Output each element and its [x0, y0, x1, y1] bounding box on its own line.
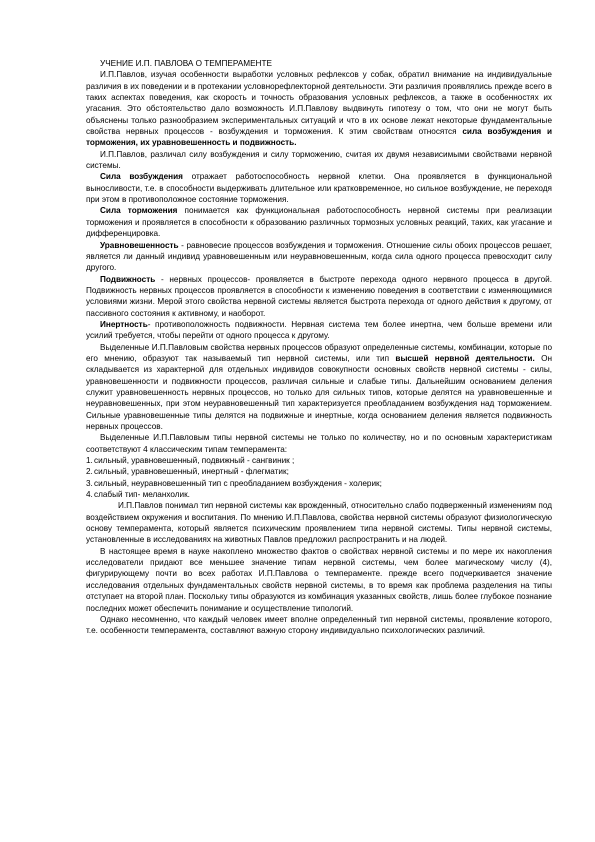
- list-item: [86, 455, 552, 466]
- paragraph-strength-excitation: [86, 171, 552, 205]
- list-item: [86, 489, 552, 500]
- term-strength-excitation: Сила возбуждения: [100, 172, 183, 182]
- term-balance: Уравновешенность: [100, 240, 179, 250]
- term-inertia: Инертность: [100, 319, 148, 329]
- paragraph-12: Однако несомненно, что каждый человек имеет вполне определенный тип нервной системы, проявление которого, т.е. особенности темперамента, составляют важную сторону индивидуально психологических различий.: [86, 614, 552, 636]
- paragraph-2: И.П.Павлов, различал силу возбуждения и силу торможению, считая их двумя независимыми свойствами нервной системы.: [86, 149, 552, 171]
- paragraph-inertia: [86, 319, 552, 342]
- paragraph-6-text: - нервных процессов- проявляется в быстроте перехода одного нервного процесса в другой. Подвижность нервных процессов проявляется в способности к изменению поведения в соответствии с изменяющимися условиями жизни. Мерой этого свойства нервной системы является быстрота перехода от одного действия к другому, от пассивного состояния к активному, и наоборот.: [86, 274, 552, 318]
- paragraph-3-text: отражает работоспособность нервной клетки. Она проявляется в функциональной выносливости, т.е. в способности выдерживать длительное или кратковременное, но сильное возбуждение, не переходя при этом в противоположное состояние торможения.: [86, 172, 553, 205]
- list-item-number: 1.: [86, 456, 93, 466]
- paragraph-1-text: И.П.Павлов, изучая особенности выработки условных рефлексов у собак, обратил внимание на индивидуальные различия в их поведении и в протекании условнорефлекторной деятельности. Эти различия проявлялись прежде всего в таких аспектах поведения, как скорость и точность образования условных рефлексов, а также в особенностях их угасания. Это обстоятельство дало возможность И.П.Павлову выдвинуть гипотезу о том, что они не могут быть объяснены только разнообразием экспериментальных ситуаций и что в их основе лежат некоторые фундаментальные свойства нервных процессов - возбуждения и торможения. К этим свойствам относятся: [86, 70, 552, 137]
- paragraph-mobility: [86, 274, 552, 319]
- paragraph-10: И.П.Павлов понимал тип нервной системы как врожденный, относительно слабо подверженный изменениям под воздействием окружения и воспитания. По мнению И.П.Павлова, свойства нервной системы образуют физиологическую основу темперамента, который является психическим проявлением типа нервной системы. Типы нервной системы, установленные в исследованиях на животных Павлов предложил распространить и на людей.: [86, 501, 552, 545]
- paragraph-8-text-1: Выделенные И.П.Павловым свойства нервных процессов образуют определенные системы, комбинации, которые по его мнению, образуют так называемый тип нервной системы, или тип: [86, 342, 552, 363]
- list-item-text: сильный, уравновешенный, инертный - флегматик;: [94, 467, 289, 477]
- term-strength-inhibition: Сила торможения: [100, 206, 178, 216]
- paragraph-balance: [86, 240, 552, 274]
- list-item-text: слабый тип- меланхолик.: [94, 490, 190, 500]
- paragraph-strength-inhibition: [86, 205, 552, 239]
- term-mobility: Подвижность: [100, 274, 156, 284]
- paragraph-4-text: понимается как функциональная работоспособность нервной системы при реализации торможения и проявляется в способности к образованию различных тормозных условных реакций, таких, как угасание и дифференцировка.: [86, 206, 552, 239]
- paragraph-1-bold: сила возбуждения и торможения, их уравновешенность и подвижность.: [86, 127, 552, 148]
- term-higher-nervous-activity: высшей нервной деятельности.: [395, 353, 535, 363]
- paragraph-5-text: - равновесие процессов возбуждения и торможения. Отношение силы обоих процессов решает, является ли данный индивид уравновешенным или неуравновешенным, когда сила одного процесса превосходит силу другого.: [86, 240, 552, 273]
- list-item-number: 3.: [86, 478, 93, 488]
- paragraph-9: Выделенные И.П.Павловым типы нервной системы не только по количеству, но и по основным характеристикам соответствуют 4 классическим типам темперамента:: [86, 433, 552, 454]
- list-item-number: 2.: [86, 467, 93, 477]
- temperament-types-list: [86, 455, 552, 500]
- list-item-number: 4.: [86, 490, 93, 500]
- document-body: [86, 58, 552, 637]
- paragraph-1: [86, 69, 552, 148]
- paragraph-11: В настоящее время в науке накоплено множество фактов о свойствах нервной системы и по мере их накопления исследователи придают все меньшее значение типам нервной системы, чем более магическому числу (4), фигурирующему почти во всех работах И.П.Павлова о темпераменте. прежде всего подчеркивается значение исследования отдельных фундаментальных свойств нервной системы, в то время как проблема разделения на типы отступает на второй план. Поскольку типы образуются из комбинация указанных свойств, лишь более глубокое познание последних может обеспечить понимание и осуществление типологий.: [86, 546, 552, 613]
- list-item: [86, 478, 552, 489]
- document-title: УЧЕНИЕ И.П. ПАВЛОВА О ТЕМПЕРАМЕНТЕ: [100, 59, 272, 68]
- paragraph-8: [86, 342, 552, 433]
- list-item-text: сильный, уравновешенный, подвижный - сангвиник ;: [94, 456, 295, 466]
- paragraph-8-text-2: Он складывается из характерной для отдельных индивидов совокупности основных свойств нервной системы - силы, уравновешенности и подвижности процессов, различая сильные и слабые типы. Дальнейшим основанием деления служит уравновешенность нервных процессов, но только для сильных типов, которые делятся на уравновешенные и неуравновешенных, при этом неуравновешенный тип характеризуется преобладанием возбуждения над торможением. Сильные уравновешенные типы делятся на подвижные и инертные, когда основанием деления является подвижность нервных процессов.: [86, 353, 552, 431]
- list-item: [86, 466, 552, 477]
- list-item-text: сильный, неуравновешенный тип с преобладанием возбуждения - холерик;: [94, 478, 382, 488]
- paragraph-7-text: - противоположность подвижности. Нервная система тем более инертна, чем больше времени или усилий требуется, чтобы перейти от одного процесса к другому.: [86, 319, 552, 341]
